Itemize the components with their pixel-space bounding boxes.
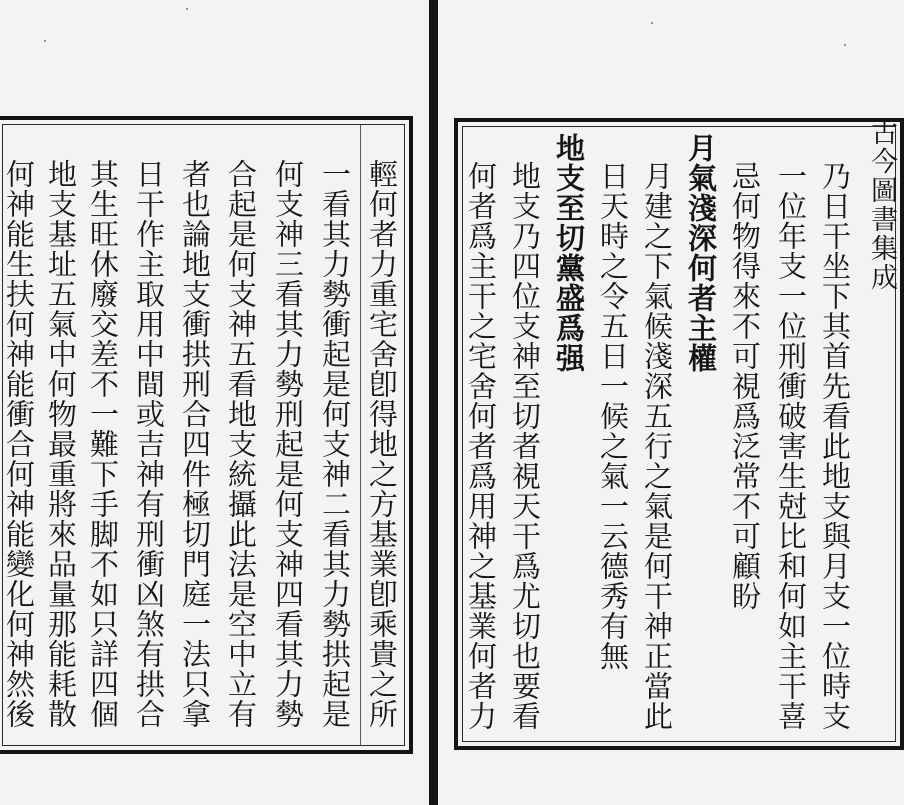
left-page-border <box>0 116 413 754</box>
text-column: 一位年支一位刑衝破害生尅比和何如主干喜 <box>774 161 808 731</box>
text-column: 其生旺休廢交差不一難下手脚不如只詳四個 <box>86 159 120 729</box>
paper-speck <box>186 8 188 10</box>
text-column: 忌何物得來不可視爲泛常不可顧盼 <box>728 161 762 611</box>
section-heading: 地支至切黨盛爲强 <box>552 133 586 373</box>
right-page-border <box>454 118 904 750</box>
text-column: 地支乃四位支神至切者視天干爲尤切也要看 <box>508 161 542 731</box>
text-column: 地支基址五氣中何物最重將來品量那能耗散 <box>44 159 78 729</box>
paper-speck <box>44 40 46 42</box>
text-column: 乃日干坐下其首先看此地支與月支一位時支 <box>818 161 852 731</box>
right-page <box>438 0 897 805</box>
text-column: 何者爲主干之宅舍何者爲用神之基業何者力 <box>464 161 498 731</box>
text-column: 輕何者力重宅舍卽得地之方基業卽乘貴之所 <box>365 159 399 729</box>
text-column: 日干作主取用中間或吉神有刑衝凶煞有拱合 <box>132 159 166 729</box>
section-heading: 月氣淺深何者主權 <box>684 133 718 373</box>
text-column: 何神能生扶何神能衝合何神能變化何神然後 <box>2 159 36 729</box>
text-column: 何支神三看其力勢刑起是何支神四看其力勢 <box>271 159 305 729</box>
left-text-block <box>2 124 405 746</box>
book-spine <box>429 0 438 805</box>
text-column: 日天時之令五日一候之氣一云德秀有無 <box>596 161 630 671</box>
text-column: 月建之下氣候淺深五行之氣是何干神正當此 <box>640 161 674 731</box>
paper-speck <box>651 22 653 24</box>
text-column: 合起是何支神五看地支統攝此法是空中立有 <box>224 159 258 729</box>
book-title: 古今圖書集成 <box>866 118 897 292</box>
text-column: 一看其力勢衝起是何支神二看其力勢拱起是 <box>318 159 352 729</box>
paper-speck <box>844 44 846 46</box>
right-text-block <box>462 126 896 742</box>
text-column: 者也論地支衝拱刑合四件極切門庭一法只拿 <box>178 159 212 729</box>
left-page <box>0 0 429 805</box>
